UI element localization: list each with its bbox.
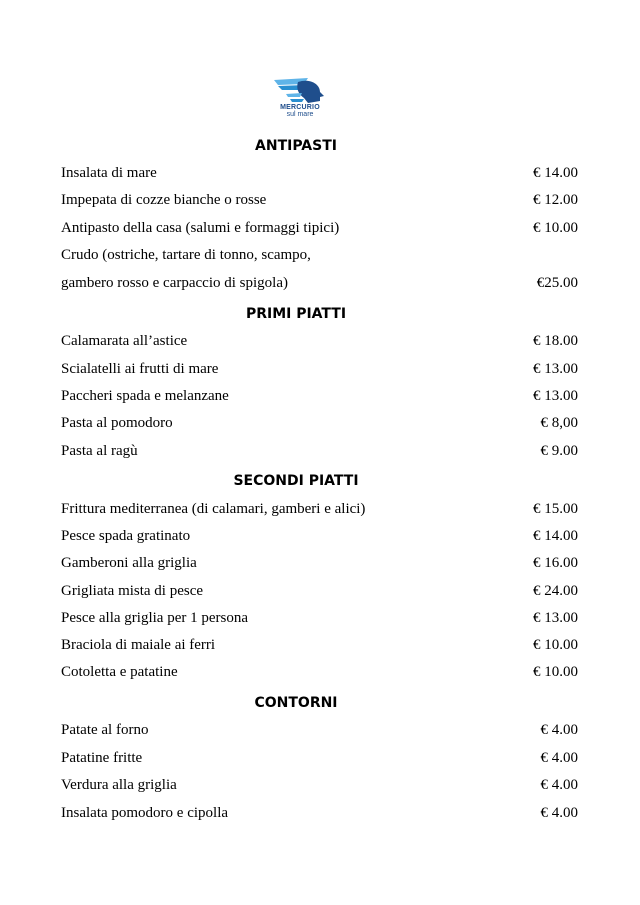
- item-name: Pesce alla griglia per 1 persona: [61, 610, 249, 626]
- item-name: Braciola di maiale ai ferri: [61, 637, 216, 653]
- menu-item: [61, 247, 578, 267]
- item-name: Verdura alla griglia: [61, 777, 177, 793]
- menu-item: [61, 165, 578, 185]
- logo-text-line1: MERCURIO: [280, 104, 320, 111]
- menu-item: [61, 275, 578, 295]
- item-name: Pasta al pomodoro: [61, 415, 173, 431]
- item-name: Insalata pomodoro e cipolla: [61, 805, 229, 821]
- item-name: Antipasto della casa (salumi e formaggi tipici): [61, 220, 340, 236]
- menu-item: [61, 415, 578, 435]
- menu-item: [61, 555, 578, 575]
- item-price: € 16.00: [533, 555, 578, 571]
- restaurant-logo: [268, 76, 332, 122]
- menu-item: [61, 192, 578, 212]
- item-name: Paccheri spada e melanzane: [61, 388, 229, 404]
- item-name: Insalata di mare: [61, 165, 157, 181]
- item-price: € 4.00: [540, 805, 578, 821]
- item-name: Calamarata all’astice: [61, 333, 188, 349]
- menu-item: [61, 361, 578, 381]
- item-price: € 12.00: [533, 192, 578, 208]
- menu-item: [61, 722, 578, 742]
- item-price: € 10.00: [533, 637, 578, 653]
- item-price: € 15.00: [533, 501, 578, 517]
- menu-item: [61, 220, 578, 240]
- section-title: SECONDI PIATTI: [233, 473, 359, 489]
- logo-text-line2: sul mare: [286, 111, 314, 118]
- item-price: € 10.00: [533, 664, 578, 680]
- menu-item: [61, 583, 578, 603]
- item-name: Scialatelli ai frutti di mare: [61, 361, 219, 377]
- item-price: € 4.00: [540, 750, 578, 766]
- item-price: € 13.00: [533, 610, 578, 626]
- item-name: Gamberoni alla griglia: [61, 555, 197, 571]
- item-name: Patate al forno: [61, 722, 149, 738]
- menu-item: [61, 664, 578, 684]
- item-price: € 24.00: [533, 583, 578, 599]
- item-price: € 10.00: [533, 220, 578, 236]
- item-name: Frittura mediterranea (di calamari, gamberi e alici): [61, 501, 366, 517]
- item-price: € 4.00: [540, 777, 578, 793]
- menu-item: [61, 777, 578, 797]
- section-title: PRIMI PIATTI: [245, 306, 347, 322]
- item-price: € 13.00: [533, 388, 578, 404]
- menu-item: [61, 443, 578, 463]
- item-name: Cotoletta e patatine: [61, 664, 178, 680]
- menu-item: [61, 637, 578, 657]
- item-price: € 14.00: [533, 528, 578, 544]
- item-name: Impepata di cozze bianche o rosse: [61, 192, 267, 208]
- item-price: € 13.00: [533, 361, 578, 377]
- menu-item: [61, 805, 578, 825]
- item-name: Grigliata mista di pesce: [61, 583, 204, 599]
- item-name: Pesce spada gratinato: [61, 528, 191, 544]
- item-name: Patatine fritte: [61, 750, 143, 766]
- mercurio-wing-head-icon: [268, 76, 332, 106]
- section-title: ANTIPASTI: [255, 138, 337, 154]
- item-price: € 9.00: [540, 443, 578, 459]
- menu-item: [61, 501, 578, 521]
- menu-item: [61, 528, 578, 548]
- item-price: € 8,00: [540, 415, 578, 431]
- menu-item: [61, 750, 578, 770]
- section-title: CONTORNI: [254, 695, 338, 711]
- item-price: € 18.00: [533, 333, 578, 349]
- item-price: € 4.00: [540, 722, 578, 738]
- item-price: €25.00: [536, 275, 578, 291]
- menu-item: [61, 388, 578, 408]
- menu-item: [61, 610, 578, 630]
- item-name: Crudo (ostriche, tartare di tonno, scampo,: [61, 247, 311, 263]
- item-name: Pasta al ragù: [61, 443, 138, 459]
- item-price: € 14.00: [533, 165, 578, 181]
- item-name: gambero rosso e carpaccio di spigola): [61, 275, 288, 291]
- menu-item: [61, 333, 578, 353]
